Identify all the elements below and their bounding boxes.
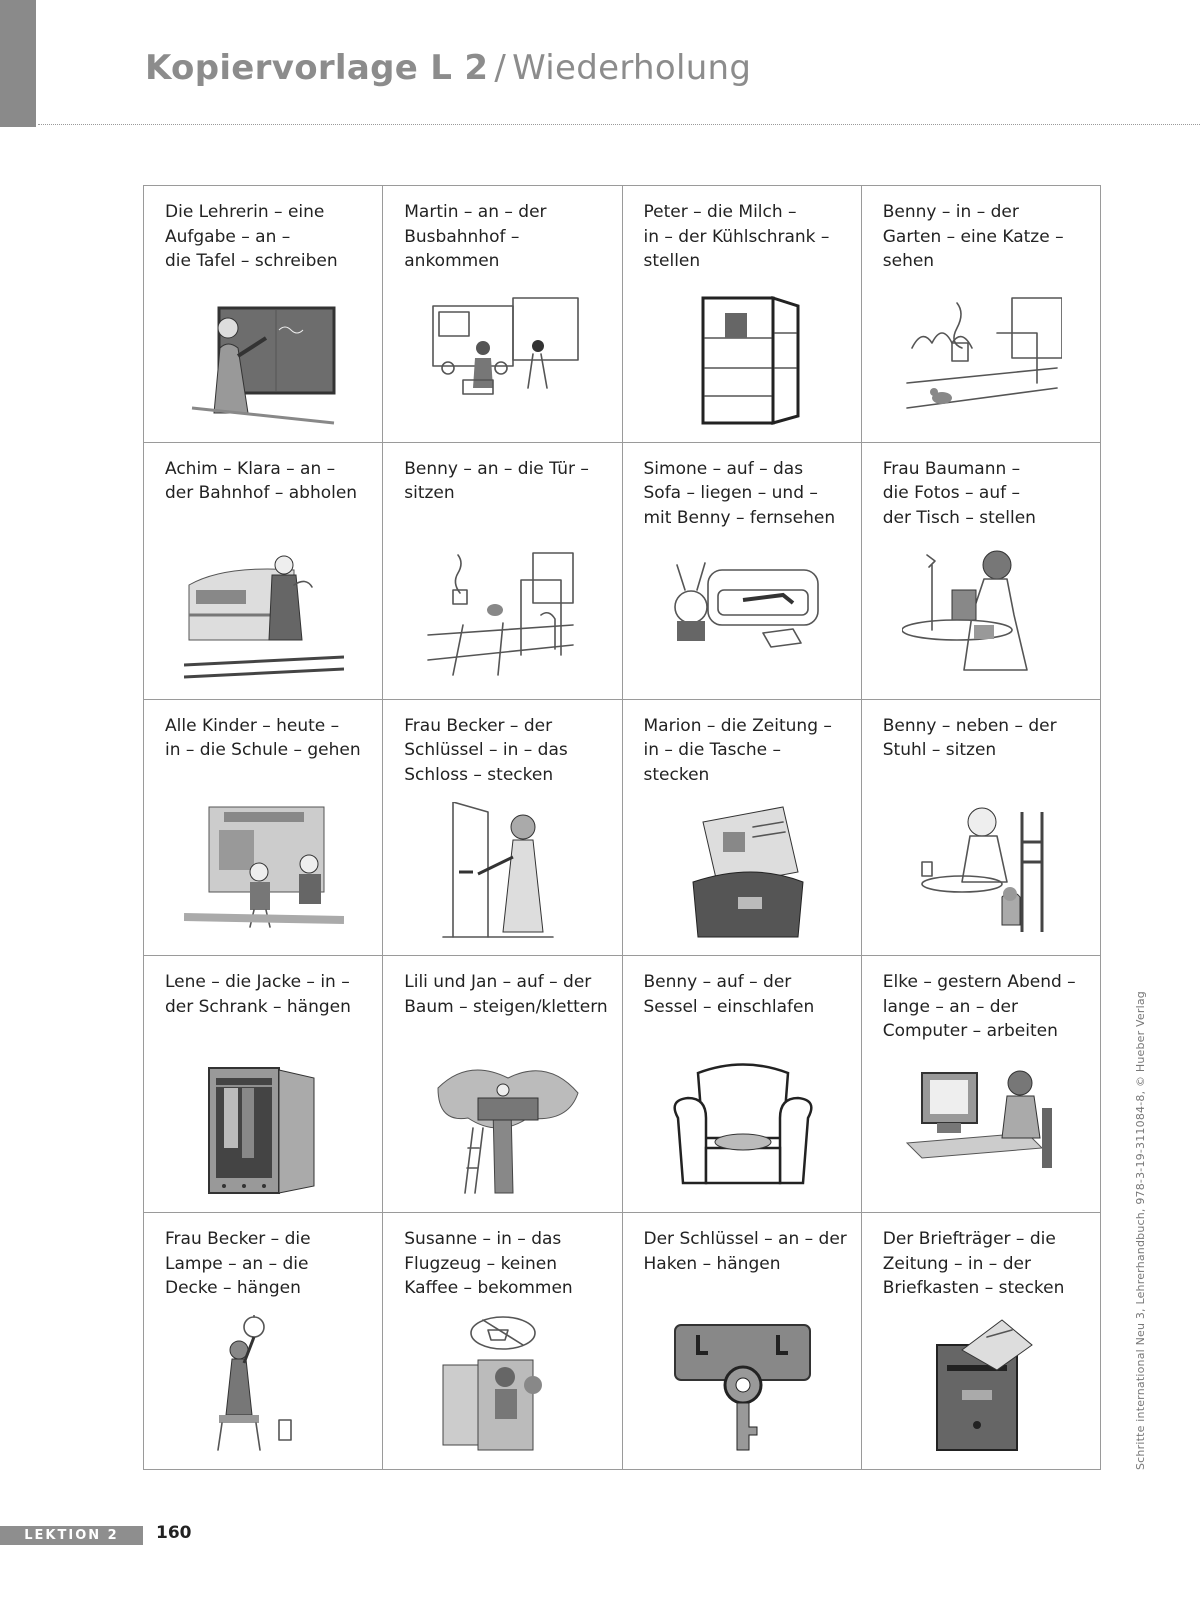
side-tab xyxy=(0,0,36,127)
tree-house-illustration xyxy=(423,1058,583,1198)
woman-photos-table-illustration xyxy=(902,545,1062,685)
card-text: Benny – auf – der Sessel – einschlafen xyxy=(643,972,815,1017)
card xyxy=(862,956,1101,1213)
card xyxy=(144,1213,383,1470)
card xyxy=(862,186,1101,443)
card-text: Frau Becker – der Schlüssel – in – das Schloss – stecken xyxy=(404,715,568,785)
card-text: Achim – Klara – an – der Bahnhof – abholen xyxy=(165,458,358,504)
woman-lamp-illustration xyxy=(184,1315,344,1455)
card xyxy=(144,700,383,957)
card xyxy=(862,700,1101,957)
dog-beside-chair-illustration xyxy=(902,802,1062,942)
garden-cat-illustration xyxy=(902,288,1062,428)
title-sub: Wiederholung xyxy=(512,48,752,88)
card xyxy=(862,1213,1101,1470)
computer-desk-illustration xyxy=(902,1058,1062,1198)
card xyxy=(623,1213,862,1470)
card xyxy=(623,700,862,957)
card xyxy=(623,186,862,443)
card-text: Frau Baumann – die Fotos – auf – der Tisch – stellen xyxy=(882,458,1036,528)
card-text: Alle Kinder – heute – in – die Schule – gehen xyxy=(165,715,361,761)
card xyxy=(144,443,383,700)
lesson-label: LEKTION 2 xyxy=(0,1526,143,1545)
card xyxy=(383,186,622,443)
page-number: 160 xyxy=(156,1523,192,1543)
newspaper-bag-illustration xyxy=(663,802,823,942)
wardrobe-illustration xyxy=(184,1058,344,1198)
card-text: Lene – die Jacke – in – der Schrank – hängen xyxy=(165,972,351,1017)
card-text: Elke – gestern Abend – lange – an – der Computer – arbeiten xyxy=(882,972,1076,1042)
title-main: Kopiervorlage L 2 xyxy=(145,48,489,88)
card-text: Der Schlüssel – an – der Haken – hängen xyxy=(643,1229,847,1274)
card-text: Susanne – in – das Flugzeug – keinen Kaffee – bekommen xyxy=(404,1229,573,1299)
card-text: Frau Becker – die Lampe – an – die Decke – hängen xyxy=(165,1229,311,1299)
card-text: Der Briefträger – die Zeitung – in – der Briefkasten – stecken xyxy=(882,1229,1065,1299)
card-grid xyxy=(143,185,1101,1470)
armchair-dog-illustration xyxy=(663,1058,823,1198)
children-school-illustration xyxy=(184,802,344,942)
key-in-door-illustration xyxy=(423,802,583,942)
card-text: Benny – neben – der Stuhl – sitzen xyxy=(882,715,1057,761)
card xyxy=(144,956,383,1213)
card-text: Benny – in – der Garten – eine Katze – sehen xyxy=(882,202,1064,271)
card xyxy=(383,956,622,1213)
train-station-illustration xyxy=(184,545,344,685)
copyright-credit: Schritte international Neu 3, Lehrerhandbuch, 978-3-19-311084-8, © Hueber Verlag xyxy=(1134,991,1147,1470)
card-text: Martin – an – der Busbahnhof – ankommen xyxy=(404,202,547,271)
card-text: Marion – die Zeitung – in – die Tasche – stecken xyxy=(643,715,832,785)
sofa-tv-illustration xyxy=(663,545,823,685)
card xyxy=(623,443,862,700)
card xyxy=(383,700,622,957)
airplane-coffee-illustration xyxy=(423,1315,583,1455)
dog-at-door-illustration xyxy=(423,545,583,685)
mailbox-illustration xyxy=(902,1315,1062,1455)
card xyxy=(383,443,622,700)
card-text: Lili und Jan – auf – der Baum – steigen/klettern xyxy=(404,972,608,1017)
card xyxy=(862,443,1101,700)
key-hook-illustration xyxy=(663,1315,823,1455)
card-text: Die Lehrerin – eine Aufgabe – an – die Tafel – schreiben xyxy=(165,202,338,271)
bus-station-illustration xyxy=(423,288,583,428)
card xyxy=(383,1213,622,1470)
card xyxy=(144,186,383,443)
header-divider xyxy=(38,124,1200,125)
card-text: Simone – auf – das Sofa – liegen – und – mit Benny – fernsehen xyxy=(643,458,836,528)
fridge-illustration xyxy=(663,288,823,428)
teacher-blackboard-illustration xyxy=(184,288,344,428)
card-text: Peter – die Milch – in – der Kühlschrank – stellen xyxy=(643,202,830,271)
page-title: Kopiervorlage L 2 / Wiederholung xyxy=(145,48,752,88)
card-text: Benny – an – die Tür – sitzen xyxy=(404,458,589,504)
card xyxy=(623,956,862,1213)
